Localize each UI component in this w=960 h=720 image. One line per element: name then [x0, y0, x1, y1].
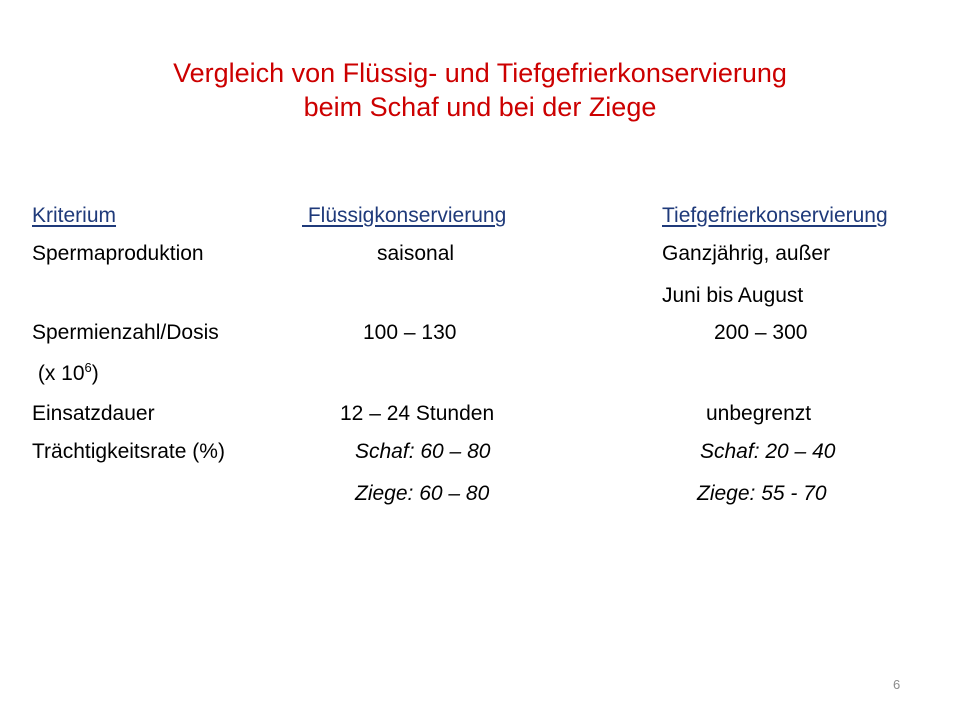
header-frozen-preservation: Tiefgefrierkonservierung [662, 204, 888, 227]
cell-liquid-pregnancy-sheep: Schaf: 60 – 80 [355, 440, 491, 463]
slide-title-line2: beim Schaf und bei der Ziege [303, 92, 657, 122]
cell-frozen-sperm-count: 200 – 300 [714, 321, 808, 344]
cell-liquid-duration: 12 – 24 Stunden [340, 402, 495, 425]
cell-liquid-sperm-production: saisonal [377, 242, 455, 265]
unit-suffix: ) [91, 362, 99, 385]
cell-frozen-duration: unbegrenzt [706, 402, 812, 425]
row-label-sperm-production: Spermaproduktion [32, 242, 204, 265]
cell-frozen-pregnancy-sheep: Schaf: 20 – 40 [700, 440, 836, 463]
slide-title-line1: Vergleich von Flüssig- und Tiefgefrierkonservierung [173, 58, 787, 88]
cell-frozen-sperm-production-line1: Ganzjährig, außer [662, 242, 831, 265]
row-label-pregnancy-rate: Trächtigkeitsrate (%) [32, 440, 225, 463]
cell-frozen-sperm-production-line2: Juni bis August [662, 284, 804, 307]
cell-liquid-pregnancy-goat: Ziege: 60 – 80 [355, 482, 490, 505]
cell-liquid-sperm-count: 100 – 130 [363, 321, 457, 344]
header-liquid-preservation: Flüssigkonservierung [302, 204, 507, 227]
unit-exponent: 6 [84, 360, 92, 375]
page-number: 6 [893, 677, 901, 692]
row-label-duration: Einsatzdauer [32, 402, 155, 425]
row-label-sperm-count: Spermienzahl/Dosis [32, 321, 219, 344]
cell-frozen-pregnancy-goat: Ziege: 55 - 70 [697, 482, 827, 505]
unit-prefix: (x 10 [32, 362, 85, 385]
row-label-sperm-count-unit [32, 361, 99, 387]
header-criterion: Kriterium [32, 204, 117, 227]
